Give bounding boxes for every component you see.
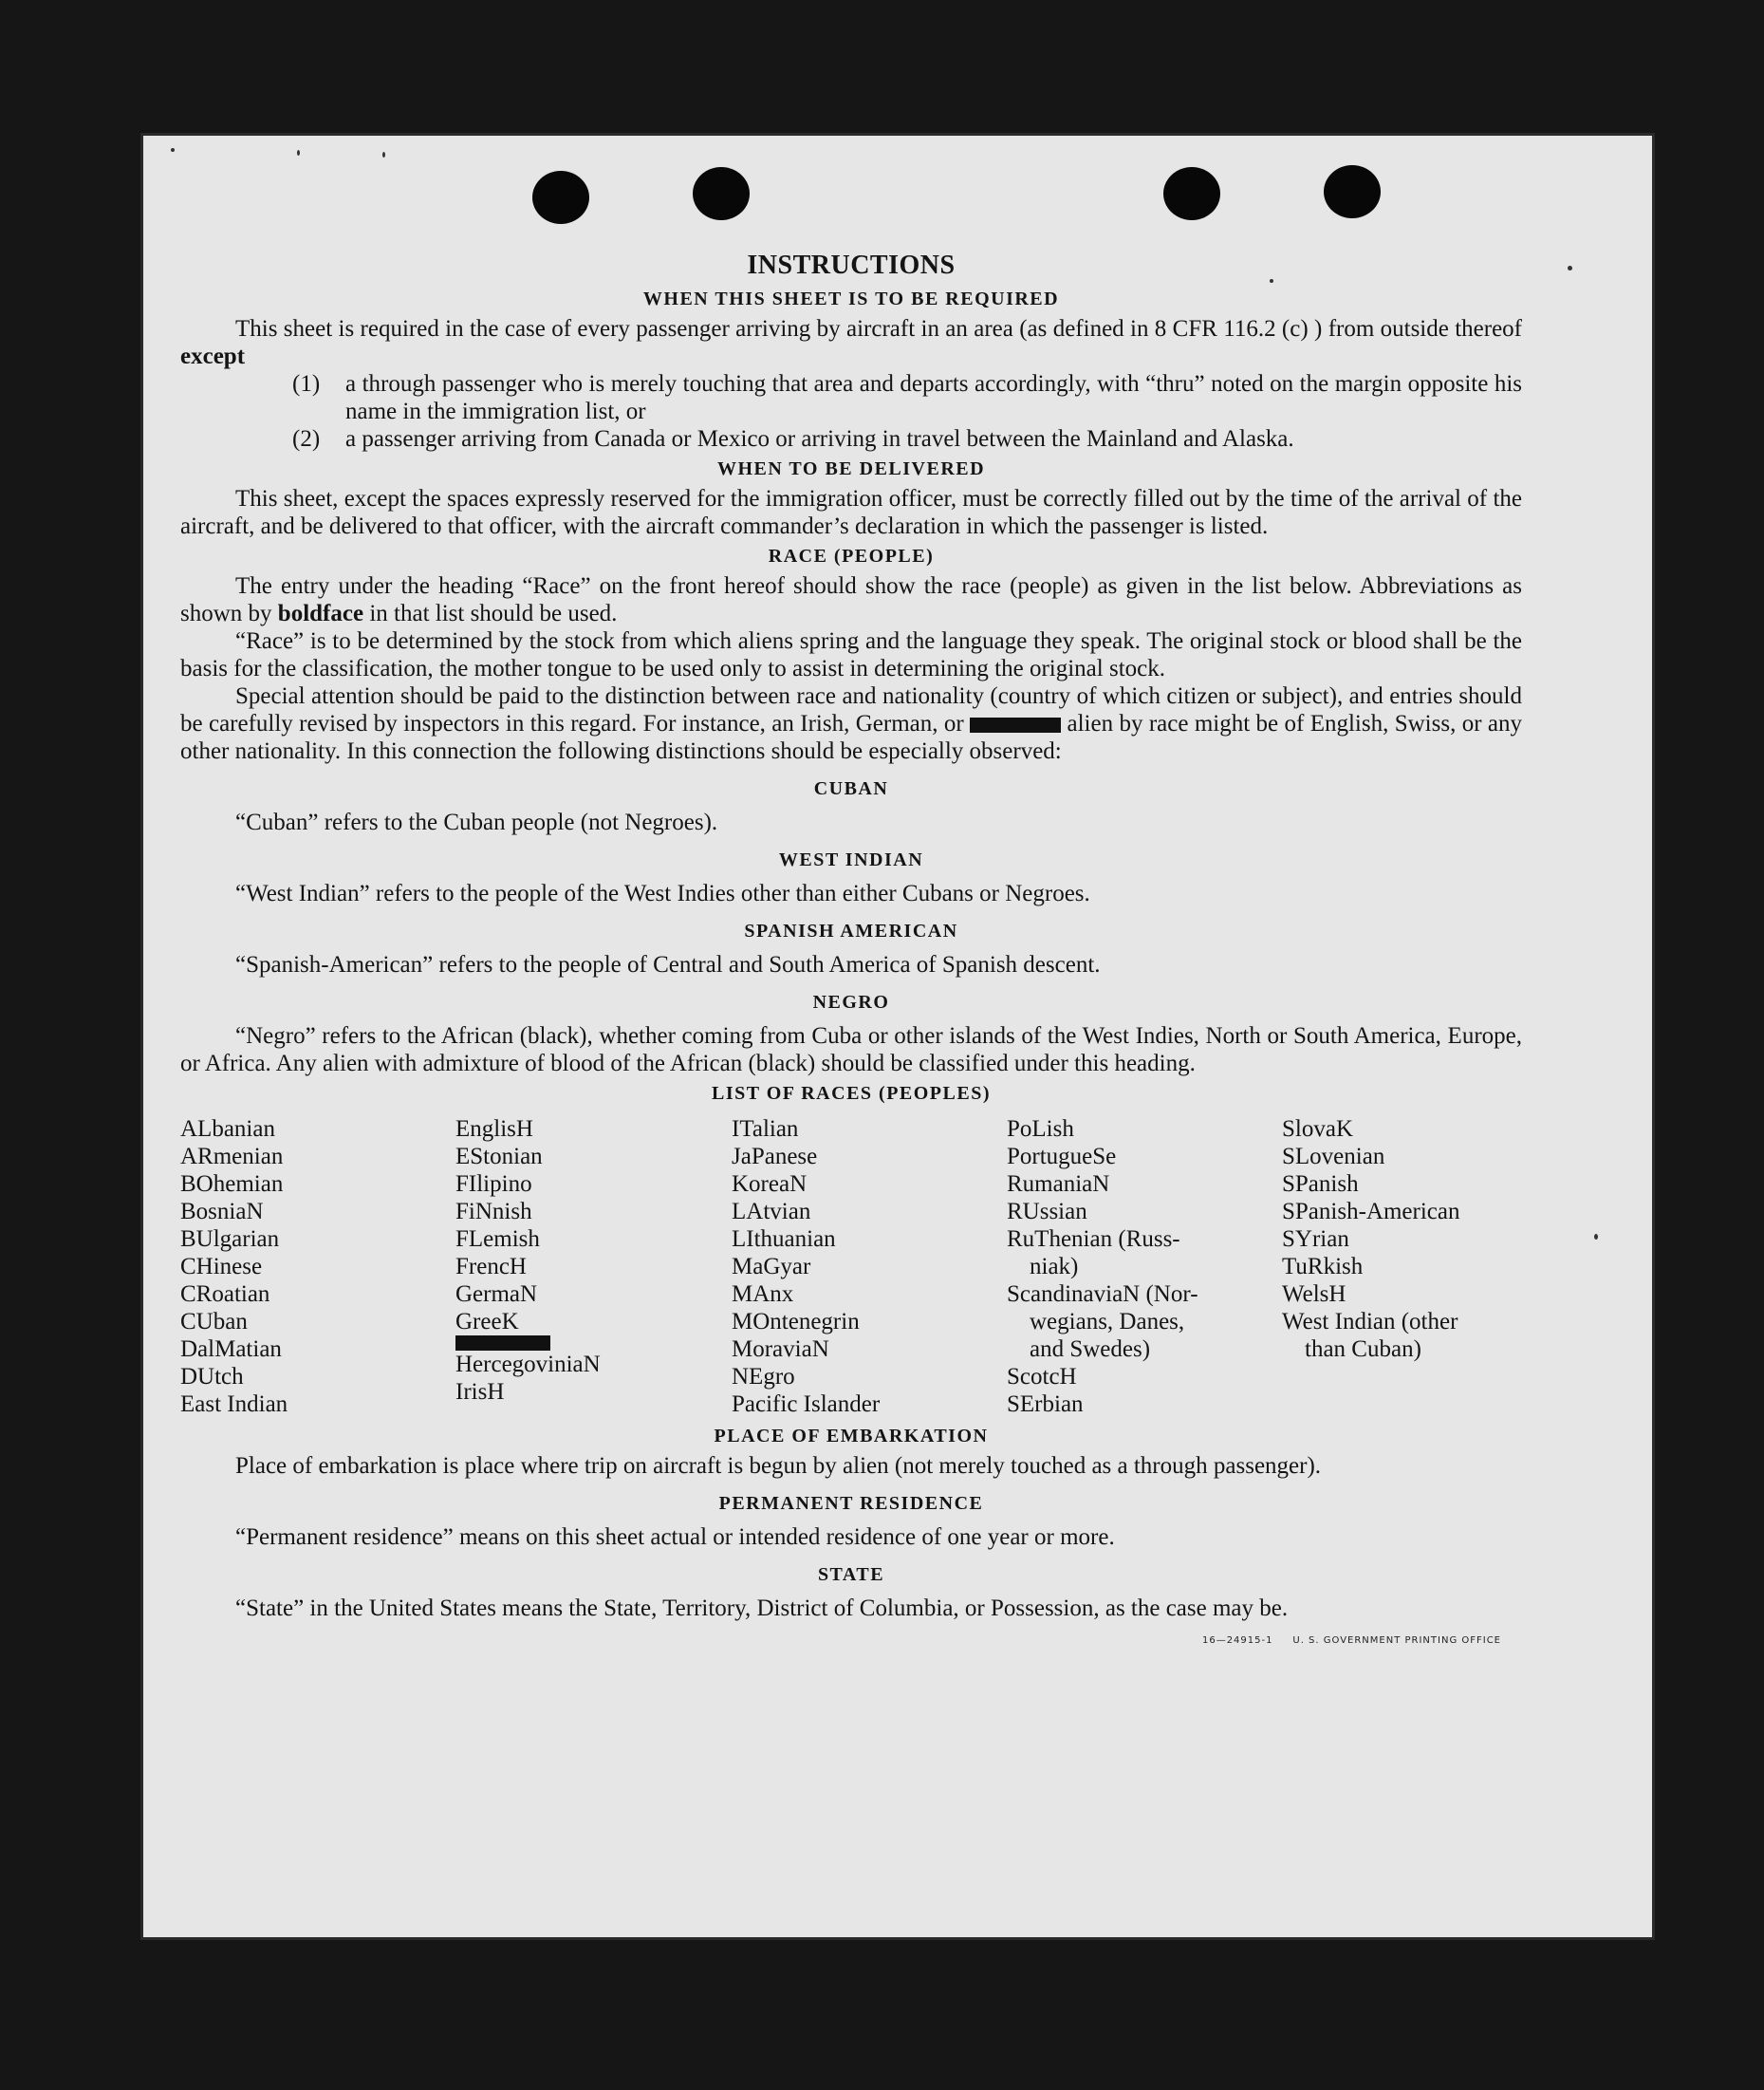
- race-entry: RumaniaN: [1007, 1171, 1110, 1197]
- race-entry-continued: than Cuban): [1305, 1336, 1421, 1362]
- instruction-sheet: [140, 133, 1655, 1940]
- race-entry: CHinese: [180, 1254, 263, 1279]
- race-entry: MOntenegrin: [732, 1309, 860, 1334]
- race-entry: SPanish-American: [1282, 1199, 1460, 1224]
- heading-cuban: CUBAN: [813, 778, 889, 799]
- race-entry: FIlipino: [455, 1171, 532, 1197]
- races-column-3: [732, 1115, 1007, 1418]
- race-entry: PoLish: [1007, 1116, 1074, 1142]
- race-entry: ScandinaviaN (Nor-: [1007, 1281, 1198, 1307]
- race-entry: BOhemian: [180, 1171, 284, 1197]
- race-entry: SlovaK: [1282, 1116, 1353, 1142]
- punch-hole: [1163, 167, 1220, 220]
- state-footer: [180, 1595, 1522, 1622]
- races-column-4: [1007, 1115, 1282, 1418]
- printing-office-imprint: 16—24915-1 U. S. GOVERNMENT PRINTING OFFICE: [1201, 1635, 1501, 1646]
- race-entry: FiNnish: [455, 1199, 532, 1224]
- race-entry: ARmenian: [180, 1144, 284, 1169]
- race-paragraph-1: The entry under the heading “Race” on the front hereof should show the race (people) as given in the list below. Abbreviations as shown by boldface in that list should be used.: [180, 573, 1522, 626]
- page-title: INSTRUCTIONS: [747, 251, 956, 280]
- race-entry: NEgro: [732, 1364, 795, 1390]
- race-entry: KoreaN: [732, 1171, 808, 1197]
- spanish-american-text: “Spanish-American” refers to the people of Central and South America of Spanish descent.: [235, 952, 1101, 978]
- instructions-content: [180, 249, 1522, 1654]
- race-entry-continued: niak): [1030, 1254, 1079, 1279]
- race-entry: LIthuanian: [732, 1226, 836, 1252]
- race-entry: PortugueSe: [1007, 1144, 1117, 1169]
- race-entry: ITalian: [732, 1116, 799, 1142]
- heading-race: RACE (PEOPLE): [768, 546, 935, 567]
- race-entry: MaGyar: [732, 1254, 811, 1279]
- race-entry: West Indian (other: [1282, 1309, 1458, 1334]
- delivered-text: This sheet, except the spaces expressly reserved for the immigration officer, must be correctly filled out by the time of the arrival of the aircraft, and be delivered to that officer, with the aircraft commander’s declaration in which the passenger is listed.: [180, 486, 1522, 539]
- race-entry: GreeK: [455, 1309, 519, 1334]
- race-entry: DUtch: [180, 1364, 244, 1390]
- races-list: [180, 1115, 1522, 1418]
- race-entry: JaPanese: [732, 1144, 818, 1169]
- cuban-text: “Cuban” refers to the Cuban people (not Negroes).: [235, 810, 718, 835]
- race-entry: EStonian: [455, 1144, 543, 1169]
- race-entry: SYrian: [1282, 1226, 1349, 1252]
- race-entry: FrencH: [455, 1254, 527, 1279]
- race-entry: SLovenian: [1282, 1144, 1385, 1169]
- race-entry-continued: wegians, Danes,: [1030, 1309, 1185, 1334]
- residence-text: “Permanent residence” means on this sheet actual or intended residence of one year or more.: [235, 1524, 1115, 1550]
- race-entry: IrisH: [455, 1379, 505, 1405]
- imprint-line: [180, 1622, 1522, 1654]
- race-entry: TuRkish: [1282, 1254, 1364, 1279]
- race-entry: EnglisH: [455, 1116, 533, 1142]
- race-entry: GermaN: [455, 1281, 538, 1307]
- race-entry: DalMatian: [180, 1336, 282, 1362]
- heading-spanish-american: SPANISH AMERICAN: [744, 921, 958, 942]
- race-entry: Pacific Islander: [732, 1391, 881, 1417]
- race-entry: LAtvian: [732, 1199, 811, 1224]
- race-entry-continued: and Swedes): [1030, 1336, 1151, 1362]
- race-entry: SErbian: [1007, 1391, 1084, 1417]
- punch-hole: [1324, 165, 1381, 218]
- race-paragraph-2: “Race” is to be determined by the stock from which aliens spring and the language they speak. The original stock or blood shall be the basis for the classification, the mother tongue to be used only to assist in determining the original stock.: [180, 628, 1522, 681]
- heading-when-required: WHEN THIS SHEET IS TO BE REQUIRED: [642, 289, 1060, 309]
- race-entry-redacted: [455, 1335, 732, 1351]
- race-entry: RuThenian (Russ-: [1007, 1226, 1180, 1252]
- race-entry: SPanish: [1282, 1171, 1359, 1197]
- required-item: (2) a passenger arriving from Canada or Mexico or arriving in travel between the Mainland and Alaska.: [292, 426, 1294, 452]
- races-column-5: [1282, 1115, 1522, 1418]
- redacted-word: [970, 718, 1061, 733]
- required-intro: This sheet is required in the case of every passenger arriving by aircraft in an area (as defined in 8 CFR 116.2 (c) ) from outside thereof except: [180, 316, 1522, 369]
- race-entry: BosniaN: [180, 1199, 264, 1224]
- heading-list-of-races: LIST OF RACES (PEOPLES): [711, 1083, 991, 1104]
- heading-state: STATE: [817, 1564, 885, 1585]
- race-entry: HercegoviniaN: [455, 1352, 601, 1377]
- heading-west-indian: WEST INDIAN: [778, 849, 924, 870]
- race-paragraph-3: Special attention should be paid to the distinction between race and nationality (country of which citizen or subject), and entries should be carefully revised by inspectors in this regard. For instance, an Irish, German, or alien by race might be of English, Swiss, or any other nationality. In this connection the following distinctions should be especially observed:: [180, 683, 1523, 764]
- race-entry: FLemish: [455, 1226, 540, 1252]
- race-entry: East Indian: [180, 1391, 288, 1417]
- race-entry: CUban: [180, 1309, 248, 1334]
- punch-hole: [532, 171, 589, 224]
- negro-text: “Negro” refers to the African (black), whether coming from Cuba or other islands of the West Indies, North or South America, Europe, or Africa. Any alien with admixture of blood of the African (black) should be classified under this heading.: [180, 1023, 1522, 1076]
- embarkation-text: Place of embarkation is place where trip on aircraft is begun by alien (not merely touched as a through passenger).: [235, 1453, 1322, 1479]
- races-column-2: [455, 1115, 732, 1418]
- race-entry: ALbanian: [180, 1116, 275, 1142]
- race-entry: CRoatian: [180, 1281, 270, 1307]
- required-item: (1) a through passenger who is merely touching that area and departs accordingly, with “thru” noted on the margin opposite his name in the immigration list, or: [292, 371, 1522, 424]
- heading-permanent-residence: PERMANENT RESIDENCE: [718, 1493, 984, 1514]
- heading-negro: NEGRO: [812, 992, 890, 1013]
- race-entry: BUlgarian: [180, 1226, 280, 1252]
- heading-when-delivered: WHEN TO BE DELIVERED: [716, 458, 986, 479]
- race-entry: WelsH: [1282, 1281, 1346, 1307]
- race-entry: MoraviaN: [732, 1336, 829, 1362]
- state-text: “State” in the United States means the State, Territory, District of Columbia, or Possession, as the case may be.: [235, 1595, 1289, 1621]
- race-entry: RUssian: [1007, 1199, 1087, 1224]
- heading-place-of-embarkation: PLACE OF EMBARKATION: [714, 1426, 989, 1446]
- race-entry: ScotcH: [1007, 1364, 1077, 1390]
- punch-hole: [693, 167, 750, 220]
- races-column-1: [180, 1115, 455, 1418]
- race-entry: MAnx: [732, 1281, 794, 1307]
- west-indian-text: “West Indian” refers to the people of the West Indies other than either Cubans or Negroes.: [235, 881, 1090, 906]
